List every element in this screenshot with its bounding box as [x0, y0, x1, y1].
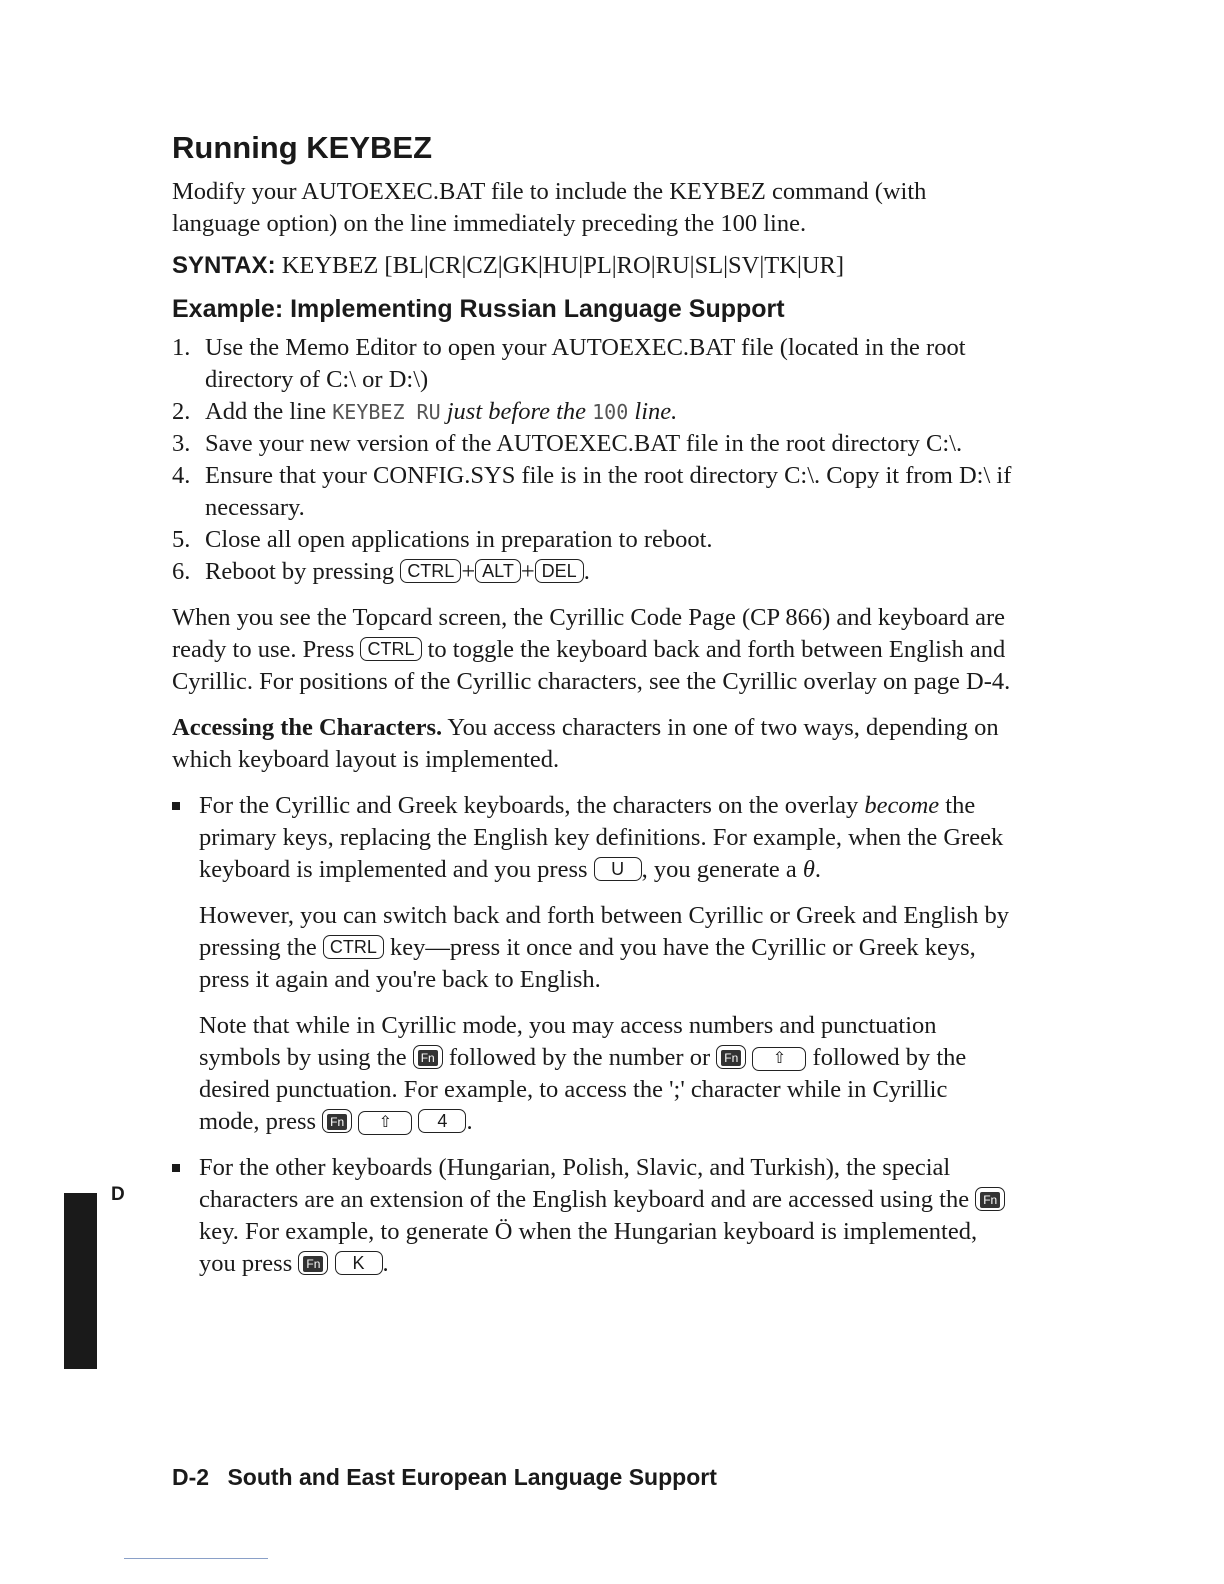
- bullet-text-post: , you generate a: [641, 856, 803, 883]
- emphasis-become: become: [864, 792, 940, 819]
- topcard-text: When you see the Topcard screen, the Cyrillic Code Page (CP 866) and keyboard are ready to use. Press: [172, 604, 1006, 663]
- fn-key-label: Fn: [418, 1050, 438, 1066]
- bullet-text-end: .: [814, 856, 822, 883]
- topcard-paragraph: [172, 602, 1012, 698]
- bottom-rule: [124, 1558, 268, 1559]
- note-text-b: followed by the number or: [442, 1044, 717, 1071]
- step-item: [172, 428, 1012, 460]
- step-item: [172, 524, 1012, 556]
- step-number: 6.: [172, 558, 191, 585]
- intro-paragraph: Modify your AUTOEXEC.BAT file to include the KEYBEZ command (with language option) on the line immediately preceding the 100 line.: [172, 178, 927, 237]
- step-italic: just before the: [440, 398, 593, 425]
- step-italic-end: line.: [628, 398, 678, 425]
- note-paragraph: [199, 1010, 1012, 1138]
- step-number: 5.: [172, 526, 191, 553]
- 4-key: 4: [418, 1109, 466, 1133]
- topcard-text-end: to toggle the keyboard back and forth between English and Cyrillic. For positions of the Cyrillic characters, see the Cyrillic overlay on page D-4.: [172, 636, 1011, 695]
- step-end: .: [583, 558, 590, 585]
- note-text-end: .: [466, 1108, 473, 1135]
- accessing-paragraph: [172, 712, 1012, 776]
- step-text: Save your new version of the AUTOEXEC.BAT file in the root directory C:\.: [205, 430, 963, 457]
- page-footer: [172, 1464, 717, 1491]
- step-text: Add the line: [205, 398, 333, 425]
- step-item: [172, 556, 1012, 588]
- fn-key-label: Fn: [721, 1050, 741, 1066]
- footer-title: South and East European Language Support: [227, 1464, 717, 1490]
- shift-key: [752, 1047, 806, 1071]
- accessing-label: Accessing the Characters.: [172, 714, 443, 741]
- code-keybez-ru: KEYBEZ RU: [332, 400, 441, 424]
- step-item: [172, 396, 1012, 428]
- ctrl-key: CTRL: [323, 935, 384, 959]
- plus-sign: +: [520, 558, 535, 585]
- page-number: D-2: [172, 1464, 210, 1490]
- k-key: K: [335, 1251, 383, 1275]
- note-text-c: followed by the desired punctuation. For example, to access the ';' character while in Cyrillic mode, press: [199, 1044, 967, 1135]
- del-key: DEL: [535, 559, 584, 583]
- bullet-icon: [172, 1164, 180, 1172]
- step-text: Ensure that your CONFIG.SYS file is in the root directory C:\. Copy it from D:\ if necessary.: [205, 462, 1012, 521]
- section-heading: Running KEYBEZ: [172, 130, 433, 165]
- fn-key: [298, 1251, 328, 1275]
- theta-symbol: θ: [802, 856, 815, 883]
- bullet-icon: [172, 802, 180, 810]
- section-tab-bar: [64, 1193, 97, 1369]
- step-number: 3.: [172, 430, 191, 457]
- bullet2-text: For the other keyboards (Hungarian, Polish, Slavic, and Turkish), the special characters are an extension of the English keyboard and are accessed using the: [199, 1154, 976, 1213]
- syntax-label: SYNTAX:: [172, 252, 276, 279]
- step-text: Close all open applications in preparation to reboot.: [205, 526, 713, 553]
- step-text: Use the Memo Editor to open your AUTOEXEC.BAT file (located in the root directory of C:\ or D:\): [205, 334, 966, 393]
- step-number: 4.: [172, 462, 191, 489]
- example-heading: Example: Implementing Russian Language Support: [172, 295, 785, 323]
- accessing-text: You access characters in one of two ways, depending on which keyboard layout is implemented.: [172, 714, 999, 773]
- section-tab-letter: D: [111, 1184, 125, 1205]
- u-key: U: [594, 857, 642, 881]
- fn-key-label: Fn: [980, 1192, 1000, 1208]
- bullet-text-mid: the primary keys, replacing the English key definitions. For example, when the Greek keyboard is implemented and you press: [199, 792, 1004, 883]
- fn-key: [413, 1045, 443, 1069]
- bullet-text: For the Cyrillic and Greek keyboards, the characters on the overlay: [199, 792, 865, 819]
- plus-sign: +: [461, 558, 476, 585]
- step-number: 1.: [172, 334, 191, 361]
- bullet-list: [172, 790, 1012, 1280]
- fn-key: [322, 1109, 352, 1133]
- syntax-line: [172, 250, 1012, 282]
- shift-key: [358, 1111, 412, 1135]
- shift-arrow-icon: ⇧: [772, 1050, 787, 1067]
- note-text: Note that while in Cyrillic mode, you may access numbers and punctuation symbols by using the: [199, 1012, 937, 1071]
- page-content: [172, 128, 1012, 1280]
- fn-key: [716, 1045, 746, 1069]
- fn-key: [975, 1187, 1005, 1211]
- fn-key-label: Fn: [303, 1256, 323, 1272]
- toggle-text: However, you can switch back and forth between Cyrillic or Greek and English by pressing the: [199, 902, 1009, 961]
- bullet-paragraph: [199, 790, 1012, 886]
- syntax-text: KEYBEZ [BL|CR|CZ|GK|HU|PL|RO|RU|SL|SV|TK|UR]: [281, 252, 845, 279]
- steps-list: [172, 332, 1012, 588]
- bullet2-text-mid: key. For example, to generate Ö when the Hungarian keyboard is implemented, you press: [199, 1218, 978, 1277]
- ctrl-key: CTRL: [360, 637, 421, 661]
- step-text: Reboot by pressing: [205, 558, 401, 585]
- code-100: 100: [592, 400, 629, 424]
- toggle-text-end: key—press it once and you have the Cyrillic or Greek keys, press it again and you're back to English.: [199, 934, 976, 993]
- bullet-paragraph: [199, 1152, 1012, 1280]
- bullet2-text-end: .: [382, 1250, 389, 1277]
- bullet-item-cyrillic-greek: [172, 790, 1012, 1138]
- bullet-item-other-keyboards: [172, 1152, 1012, 1280]
- step-number: 2.: [172, 398, 191, 425]
- ctrl-key: CTRL: [400, 559, 461, 583]
- fn-key-label: Fn: [327, 1114, 347, 1130]
- alt-key: ALT: [475, 559, 521, 583]
- step-item: [172, 460, 1012, 524]
- step-item: [172, 332, 1012, 396]
- shift-arrow-icon: ⇧: [378, 1114, 393, 1131]
- toggle-paragraph: [199, 900, 1012, 996]
